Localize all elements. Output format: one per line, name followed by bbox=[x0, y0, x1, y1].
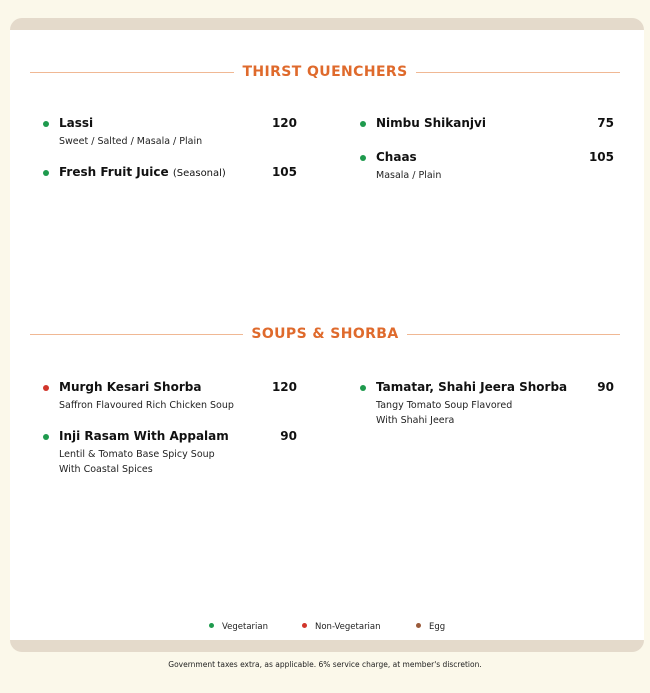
item-name: Inji Rasam With Appalam bbox=[59, 429, 229, 443]
heading-rule-left bbox=[30, 72, 234, 73]
item-name: Chaas bbox=[376, 150, 417, 164]
veg-indicator-icon bbox=[360, 121, 366, 127]
item-price: 90 bbox=[597, 380, 614, 394]
item-note: (Seasonal) bbox=[172, 168, 226, 179]
item-name: Tamatar, Shahi Jeera Shorba bbox=[376, 380, 568, 394]
item-description: Masala / Plain bbox=[376, 170, 442, 181]
item-description-line: Tangy Tomato Soup Flavored bbox=[376, 400, 513, 411]
legend-label: Vegetarian bbox=[222, 622, 269, 632]
section-title: SOUPS & SHORBA bbox=[251, 326, 399, 342]
item-name: Murgh Kesari Shorba bbox=[59, 380, 202, 394]
item-name: Lassi bbox=[59, 116, 94, 130]
item-description bbox=[59, 447, 215, 477]
veg-indicator-icon bbox=[360, 155, 366, 161]
egg-indicator-icon bbox=[416, 623, 421, 628]
item-description: Sweet / Salted / Masala / Plain bbox=[59, 136, 203, 147]
item-name: Fresh Fruit Juice (Seasonal) bbox=[59, 165, 226, 179]
item-description: Saffron Flavoured Rich Chicken Soup bbox=[59, 400, 234, 411]
item-description bbox=[376, 398, 512, 428]
legend-label: Non-Vegetarian bbox=[315, 622, 381, 632]
legend-entry-vegetarian bbox=[209, 622, 268, 632]
item-price: 120 bbox=[271, 380, 297, 394]
dietary-legend bbox=[0, 622, 650, 634]
item-price: 105 bbox=[588, 150, 614, 164]
veg-indicator-icon bbox=[43, 434, 49, 440]
heading-rule-left bbox=[30, 334, 243, 335]
menu-item bbox=[360, 380, 614, 428]
menu-item bbox=[360, 150, 614, 182]
menu-item bbox=[360, 116, 614, 134]
footer-note: Government taxes extra, as applicable. 6% service charge, at member's discretion. bbox=[168, 660, 482, 669]
section-heading-thirst-quenchers bbox=[30, 64, 620, 80]
veg-indicator-icon bbox=[360, 385, 366, 391]
menu-item bbox=[43, 165, 297, 183]
item-price: 120 bbox=[271, 116, 297, 130]
item-description-line: With Coastal Spices bbox=[59, 464, 153, 475]
menu-item bbox=[43, 429, 297, 477]
legend-entry-non-vegetarian bbox=[302, 622, 381, 632]
non-veg-indicator-icon bbox=[43, 385, 49, 391]
item-price: 105 bbox=[271, 165, 297, 179]
veg-indicator-icon bbox=[209, 623, 214, 628]
section-title: THIRST QUENCHERS bbox=[242, 64, 408, 80]
heading-rule-right bbox=[416, 72, 620, 73]
heading-rule-right bbox=[407, 334, 620, 335]
item-description-line: Lentil & Tomato Base Spicy Soup bbox=[59, 449, 215, 460]
menu-item bbox=[43, 116, 297, 148]
veg-indicator-icon bbox=[43, 121, 49, 127]
non-veg-indicator-icon bbox=[302, 623, 307, 628]
item-description-line: With Shahi Jeera bbox=[376, 415, 455, 426]
menu-item bbox=[43, 380, 297, 412]
item-price: 75 bbox=[597, 116, 614, 130]
legend-entry-egg bbox=[416, 622, 445, 632]
legend-label: Egg bbox=[429, 622, 446, 632]
veg-indicator-icon bbox=[43, 170, 49, 176]
item-name: Nimbu Shikanjvi bbox=[376, 116, 486, 130]
item-price: 90 bbox=[280, 429, 297, 443]
section-heading-soups-shorba bbox=[30, 326, 620, 342]
